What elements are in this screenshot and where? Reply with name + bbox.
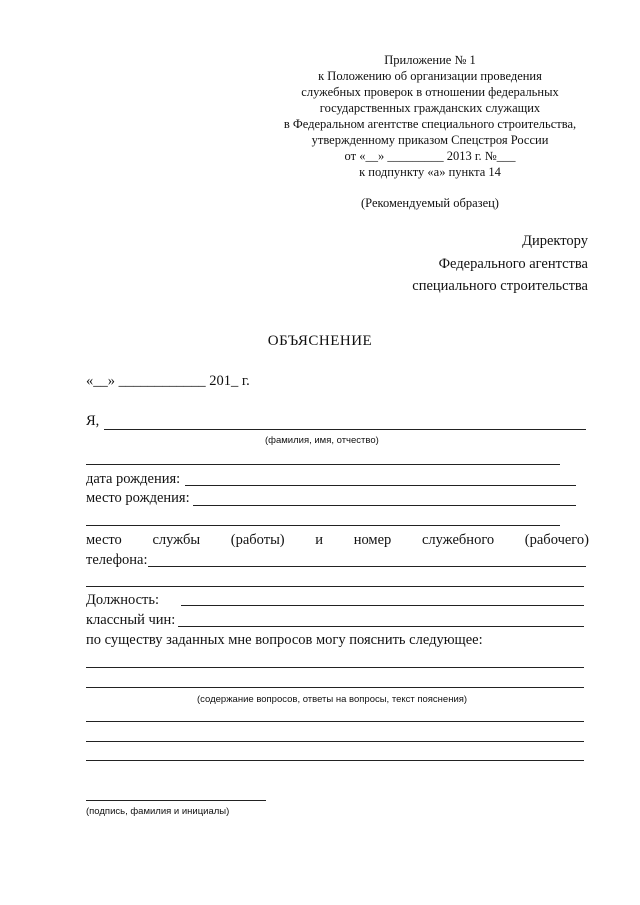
header-line: государственных гражданских служащих: [319, 101, 541, 115]
addressee-line: специального строительства: [412, 278, 588, 294]
service-word: номер: [353, 532, 392, 548]
header-line: от «__» _________ 2013 г. №___: [344, 149, 516, 163]
addressee-line: Федерального агентства: [438, 255, 588, 272]
service-word: (работы): [230, 532, 285, 548]
birth-place-continuation-line[interactable]: [86, 525, 560, 526]
explanation-intro: по существу заданных мне вопросов могу пояснить следующее:: [86, 632, 483, 648]
signature-line[interactable]: [86, 800, 266, 801]
explanation-line[interactable]: [86, 667, 584, 668]
position-line[interactable]: [181, 605, 584, 606]
phone-line[interactable]: [148, 566, 586, 567]
service-word: службы: [152, 532, 201, 548]
class-rank-line[interactable]: [178, 626, 584, 627]
header-line: Приложение № 1: [384, 53, 476, 67]
position-label: Должность:: [86, 592, 159, 608]
service-place-label: [86, 532, 589, 549]
content-caption: (содержание вопросов, ответы на вопросы, текст пояснения): [197, 694, 468, 705]
addressee-line: Директору: [522, 233, 588, 249]
date-field[interactable]: «__» ____________ 201_ г.: [86, 373, 250, 389]
sample-label: (Рекомендуемый образец): [361, 196, 499, 210]
phone-label: телефона:: [86, 552, 148, 568]
birth-date-line[interactable]: [185, 485, 576, 486]
document-title: ОБЪЯСНЕНИЕ: [267, 333, 373, 349]
appendix-header: [250, 52, 610, 180]
addressee-block: [412, 230, 588, 298]
birth-date-label: дата рождения:: [86, 471, 181, 487]
header-line: утвержденному приказом Спецстроя России: [311, 133, 549, 147]
fio-line[interactable]: [104, 429, 586, 430]
explanation-line[interactable]: [86, 687, 584, 688]
signature-caption: (подпись, фамилия и инициалы): [86, 806, 230, 817]
fio-caption: (фамилия, имя, отчество): [265, 435, 379, 446]
fio-continuation-line[interactable]: [86, 464, 560, 465]
header-line: служебных проверок в отношении федеральных: [301, 85, 559, 99]
service-word: место: [86, 532, 122, 548]
header-line: в Федеральном агентстве специального строительства,: [283, 117, 577, 131]
explanation-line[interactable]: [86, 760, 584, 761]
explanation-line[interactable]: [86, 721, 584, 722]
service-word: и: [315, 532, 324, 548]
class-rank-label: классный чин:: [86, 612, 176, 628]
i-label: Я,: [86, 413, 100, 429]
header-line: к Положению об организации проведения: [318, 69, 542, 83]
service-word: (рабочего): [524, 532, 589, 548]
birth-place-label: место рождения:: [86, 490, 190, 506]
header-line: к подпункту «а» пункта 14: [359, 165, 501, 179]
explanation-line[interactable]: [86, 741, 584, 742]
birth-place-line[interactable]: [193, 505, 576, 506]
phone-continuation-line[interactable]: [86, 586, 584, 587]
service-word: служебного: [421, 532, 495, 548]
